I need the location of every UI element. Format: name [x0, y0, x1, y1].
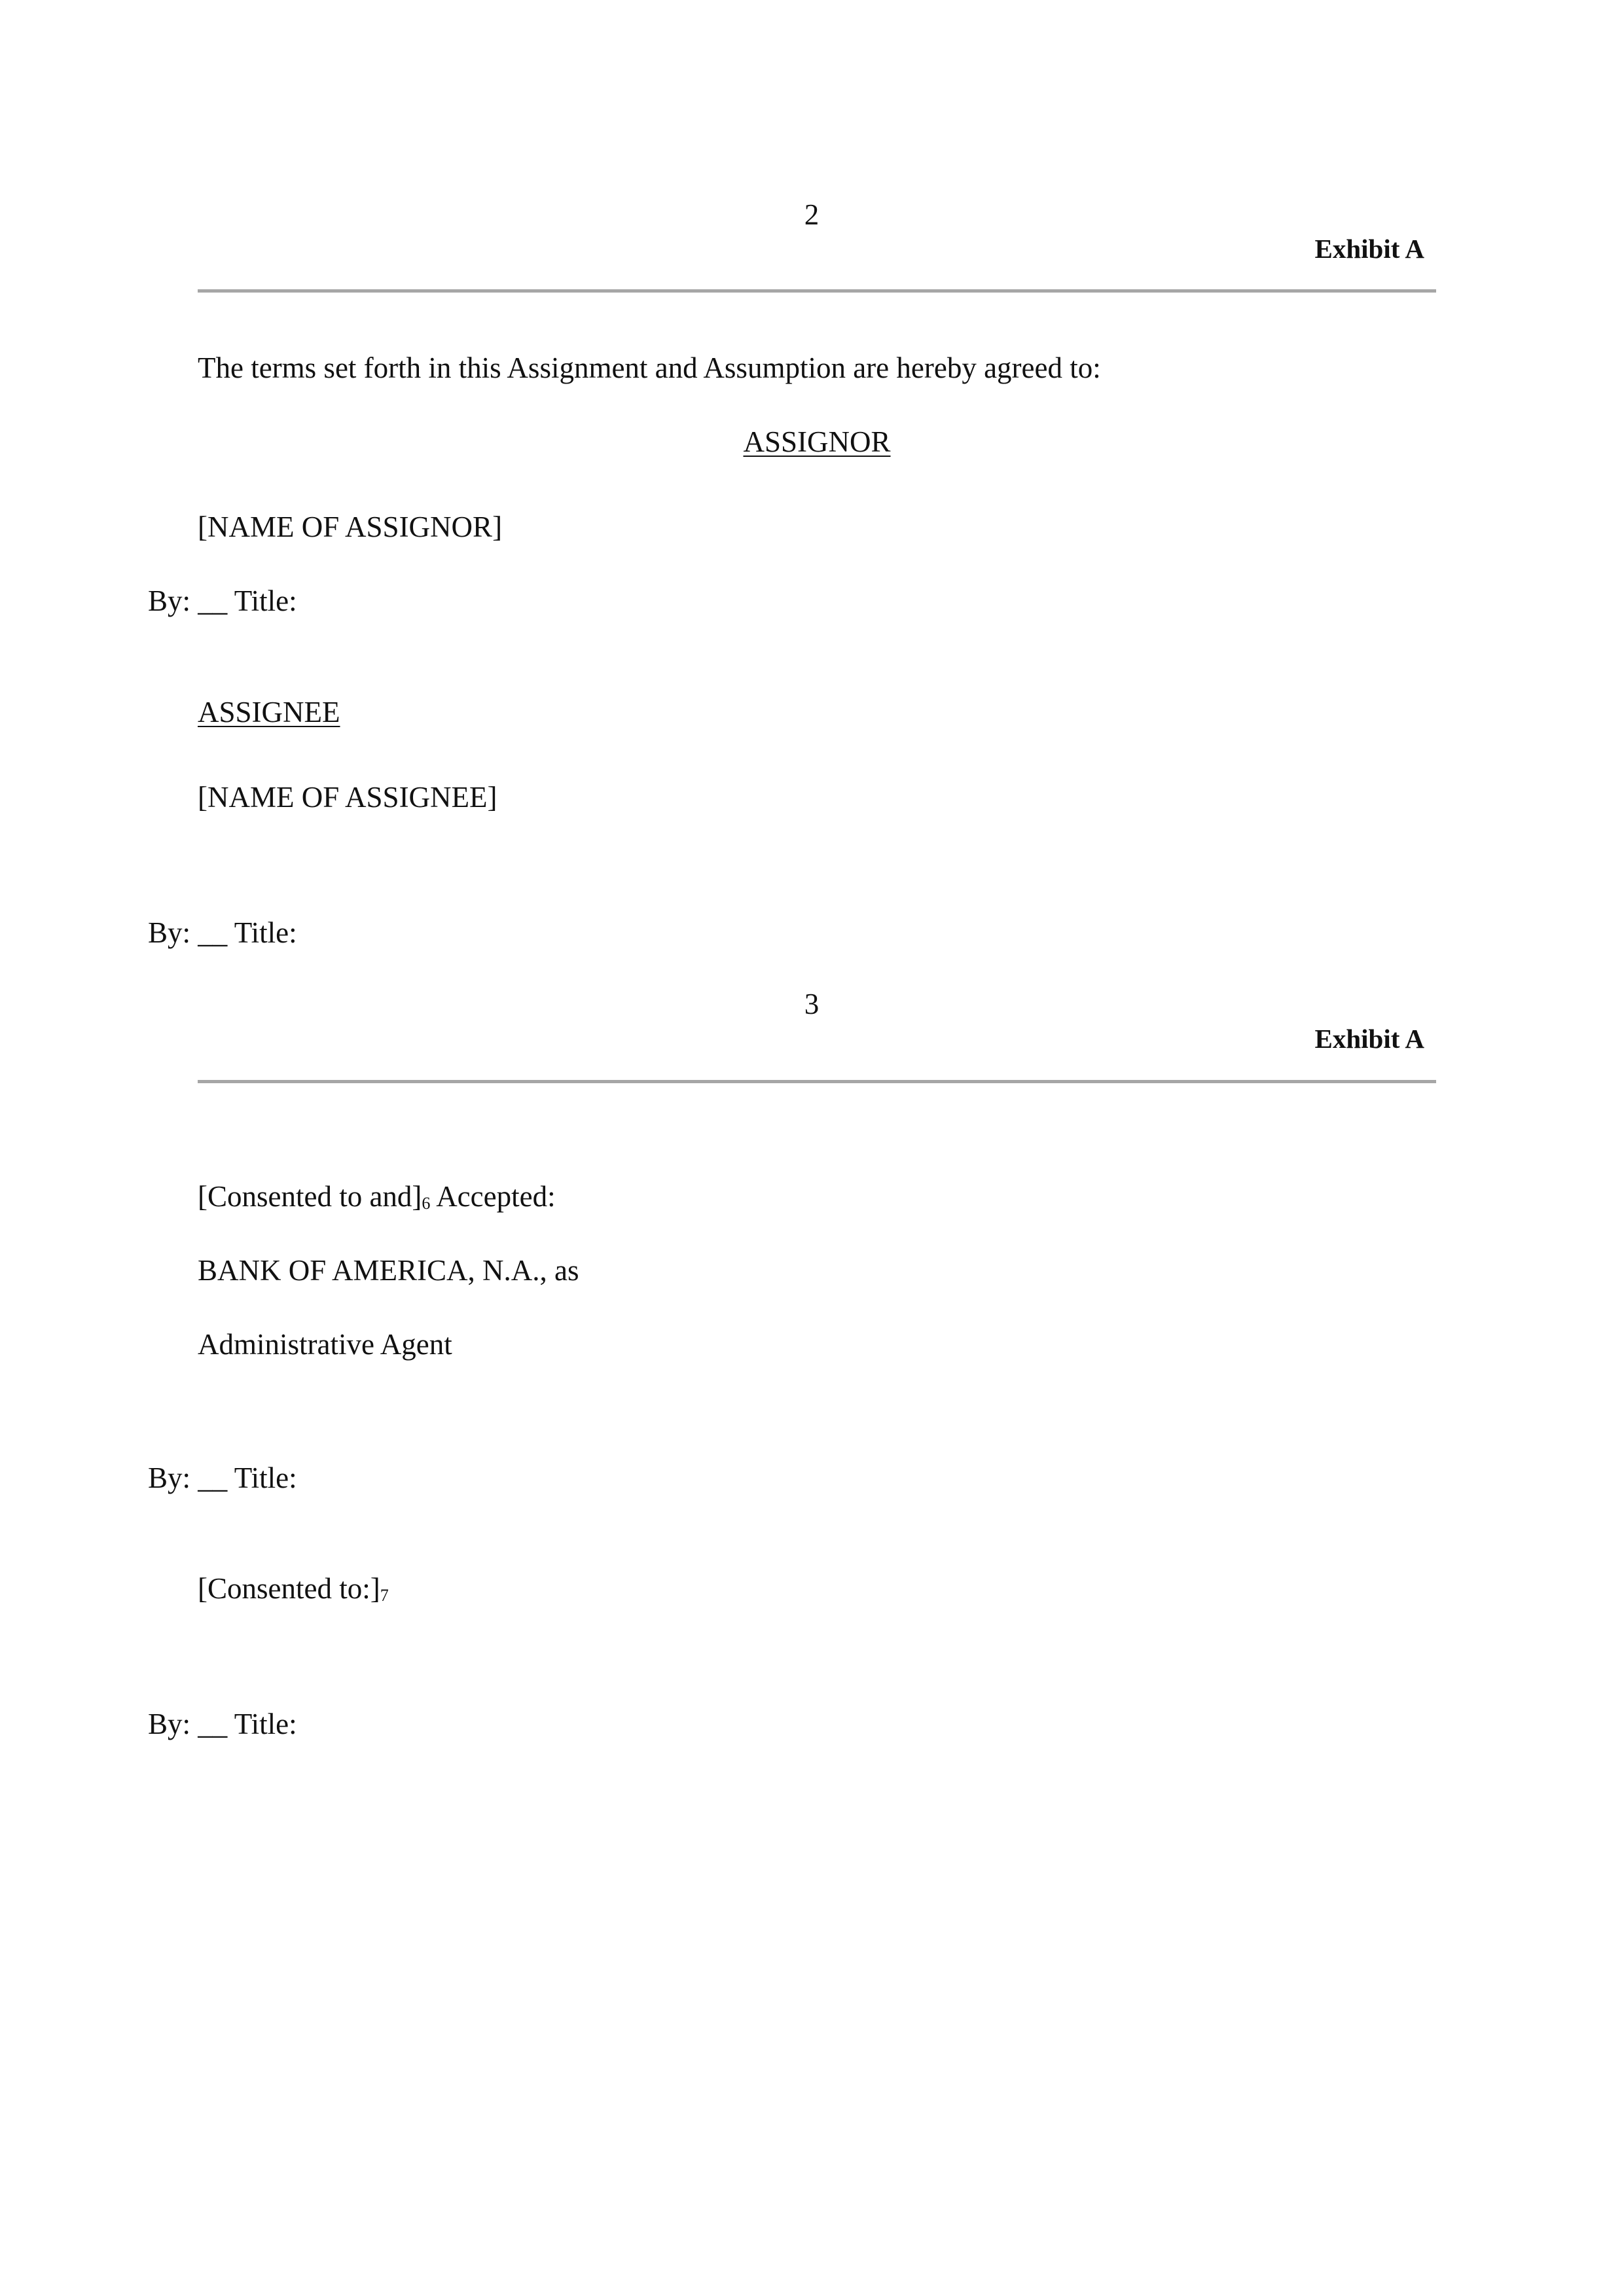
consented-to-line	[198, 1574, 389, 1604]
exhibit-header: Exhibit A	[1314, 234, 1424, 264]
exhibit-header: Exhibit A	[1314, 1024, 1424, 1054]
agent-name-line: BANK OF AMERICA, N.A., as	[198, 1254, 579, 1287]
consent-accepted-line	[198, 1182, 556, 1212]
assignor-heading: ASSIGNOR	[743, 425, 891, 458]
assignor-name: [NAME OF ASSIGNOR]	[198, 511, 503, 543]
header-rule	[198, 289, 1436, 293]
assignee-name: [NAME OF ASSIGNEE]	[198, 781, 497, 814]
assignee-signature-line: By: __ Title:	[148, 916, 297, 949]
assignee-heading: ASSIGNEE	[198, 696, 340, 728]
footnote-reference: 7	[380, 1586, 389, 1605]
agreement-intro: The terms set forth in this Assignment and Assumption are hereby agreed to:	[198, 351, 1101, 384]
header-rule	[198, 1080, 1436, 1083]
footnote-reference: 6	[422, 1194, 431, 1213]
agent-role-line: Administrative Agent	[198, 1328, 452, 1361]
assignor-signature-line: By: __ Title:	[148, 584, 297, 617]
consent-signature-line: By: __ Title:	[148, 1708, 297, 1740]
page-number: 3	[804, 988, 820, 1020]
agent-signature-line: By: __ Title:	[148, 1462, 297, 1494]
consent-prefix: [Consented to and]	[198, 1180, 422, 1213]
page-number: 2	[804, 198, 820, 231]
consent-suffix: Accepted:	[430, 1180, 556, 1213]
consented-to-text: [Consented to:]	[198, 1572, 380, 1605]
